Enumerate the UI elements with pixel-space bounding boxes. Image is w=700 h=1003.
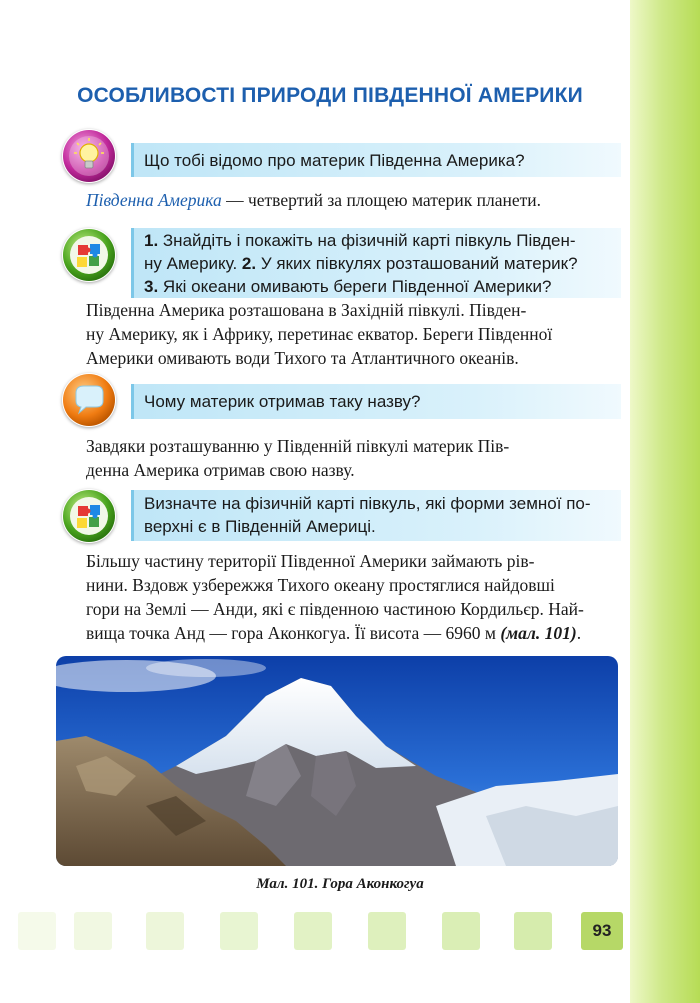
paragraph-end: . [576, 623, 582, 643]
definition-text: — четвертий за площею материк планети. [221, 190, 542, 210]
mountain-photo [56, 656, 618, 866]
task-2-number: 2. [241, 254, 257, 273]
paragraph-line: нини. Вздовж узбережжя Тихого океану простяглися найдовші [86, 575, 555, 595]
callout-line: Визначте на фізичній карті півкуль, які форми земної по- [144, 494, 591, 513]
definition-term: Південна Америка [86, 190, 222, 210]
figure-reference: (мал. 101) [500, 623, 577, 643]
decor-square [18, 912, 56, 950]
callout-text: Чому материк отримав таку назву? [144, 392, 421, 411]
task-3-number: 3. [144, 277, 159, 296]
paragraph-line: Америки омивають води Тихого та Атлантичного океанів. [86, 348, 519, 368]
callout-line: верхні є в Південній Америці. [144, 517, 376, 536]
figure-caption: Мал. 101. Гора Аконкогуа [256, 876, 424, 892]
paragraph-line: Південна Америка розташована в Західній півкулі. Півден- [86, 300, 527, 320]
paragraph-line: денна Америка отримав свою назву. [86, 460, 355, 480]
callout-task-landforms [131, 490, 621, 541]
callout-text: Що тобі відомо про материк Південна Америка? [144, 151, 525, 170]
decor-square [294, 912, 332, 950]
speech-bubble-icon [62, 373, 116, 427]
puzzle-icon [62, 489, 116, 543]
task-2-text: У яких півкулях розташований материк? [256, 254, 578, 273]
paragraph-line: Завдяки розташуванню у Південній півкулі материк Пів- [86, 436, 510, 456]
decor-square [442, 912, 480, 950]
lightbulb-icon [62, 129, 116, 183]
callout-tasks [131, 228, 621, 298]
definition-paragraph [86, 188, 616, 212]
side-decor-strip [630, 0, 700, 1003]
paragraph-text: вища точка Анд — гора Аконкогуа. Її висота — 6960 м [86, 623, 501, 643]
decor-square [74, 912, 112, 950]
paragraph-name-origin [86, 434, 616, 482]
decor-square [514, 912, 552, 950]
paragraph-line: Більшу частину території Південної Америки займають рів- [86, 551, 535, 571]
page-number: 93 [581, 912, 623, 950]
task-1-text: Знайдіть і покажіть на фізичній карті півкуль Півден- [158, 231, 576, 250]
decor-square [146, 912, 184, 950]
callout-question-1 [131, 143, 621, 177]
paragraph-location [86, 298, 616, 370]
decor-square [220, 912, 258, 950]
task-1-number: 1. [144, 231, 159, 250]
task-3-text: Які океани омивають береги Південної Америки? [158, 277, 552, 296]
paragraph-relief [86, 549, 616, 645]
paragraph-line: гори на Землі — Анди, які є південною частиною Кордильєр. Най- [86, 599, 584, 619]
paragraph-line-last [86, 621, 616, 645]
decor-square [368, 912, 406, 950]
page-title: ОСОБЛИВОСТІ ПРИРОДИ ПІВДЕННОЇ АМЕРИКИ [77, 84, 583, 107]
task-1-text-cont: ну Америку. [144, 254, 242, 273]
puzzle-icon [62, 228, 116, 282]
paragraph-line: ну Америку, як і Африку, перетинає екватор. Береги Південної [86, 324, 553, 344]
callout-question-2 [131, 384, 621, 419]
